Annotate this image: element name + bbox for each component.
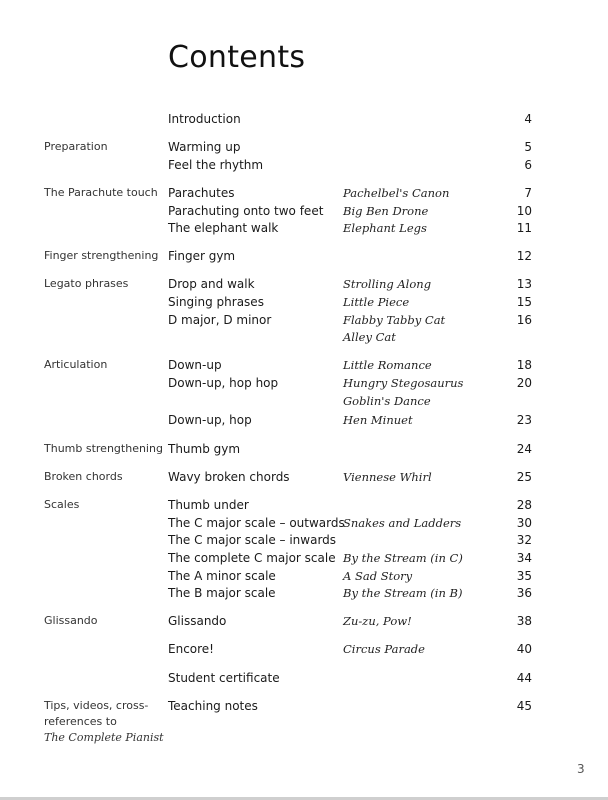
section-label-line: Tips, videos, cross- <box>44 699 149 712</box>
toc-page-number: 5 <box>524 140 532 154</box>
toc-piece-title: Strolling Along <box>343 277 432 291</box>
toc-piece-title: Elephant Legs <box>343 221 427 235</box>
toc-row <box>0 440 608 458</box>
toc-item-title: Glissando <box>168 614 227 628</box>
toc-page-number: 11 <box>516 221 532 235</box>
toc-item-title: Drop and walk <box>168 277 255 291</box>
toc-row <box>0 549 608 567</box>
toc-page-number: 36 <box>516 586 532 600</box>
toc-page-number: 45 <box>516 699 532 713</box>
toc-piece-title: Hungry Stegosaurus <box>343 376 464 390</box>
toc-row <box>0 669 608 687</box>
toc-item-title: The C major scale – inwards <box>168 533 337 547</box>
toc-page-number: 38 <box>516 614 532 628</box>
toc-item-title: D major, D minor <box>168 313 272 327</box>
toc-item-title: Finger gym <box>168 249 236 263</box>
toc-row <box>0 202 608 220</box>
toc-item-title: Introduction <box>168 112 241 126</box>
toc-item-title: The B major scale <box>168 586 276 600</box>
toc-page-number: 10 <box>516 204 532 218</box>
toc-item-title: Down-up, hop <box>168 413 252 427</box>
toc-page-number: 35 <box>516 569 532 583</box>
toc-page-number: 24 <box>516 442 532 456</box>
toc-item-title: The elephant walk <box>168 221 279 235</box>
toc-piece-title: Little Piece <box>343 295 410 309</box>
toc-item-title: The A minor scale <box>168 569 276 583</box>
toc-row <box>0 612 608 630</box>
toc-section-label: Finger strengthening <box>44 249 159 262</box>
section-label-line: references to <box>44 715 117 728</box>
page-title: Contents <box>168 40 306 75</box>
toc-page-number: 25 <box>516 470 532 484</box>
toc-item-title: Teaching notes <box>168 699 258 713</box>
toc-page-number: 7 <box>524 186 532 200</box>
toc-piece-title: A Sad Story <box>343 569 413 583</box>
toc-page-number: 40 <box>516 642 532 656</box>
toc-row <box>0 293 608 311</box>
toc-item-title: Down-up <box>168 358 222 372</box>
toc-page-number: 30 <box>516 516 532 530</box>
toc-row <box>0 640 608 658</box>
toc-item-title: The C major scale – outwards <box>168 516 345 530</box>
toc-row <box>0 156 608 174</box>
toc-page-number: 20 <box>516 376 532 390</box>
toc-row <box>0 496 608 514</box>
toc-section-label: Scales <box>44 498 80 511</box>
section-label-line: The Complete Pianist <box>44 731 164 744</box>
toc-piece-title: Pachelbel's Canon <box>343 186 450 200</box>
toc-page-number: 28 <box>516 498 532 512</box>
toc-row <box>0 311 608 329</box>
toc-page-number: 18 <box>516 358 532 372</box>
toc-item-title: Singing phrases <box>168 295 264 309</box>
toc-section-label: Legato phrases <box>44 277 129 290</box>
toc-page-number: 6 <box>524 158 532 172</box>
toc-row <box>0 514 608 532</box>
toc-section-label: Preparation <box>44 140 108 153</box>
toc-row <box>0 184 608 202</box>
toc-piece-title: Little Romance <box>343 358 432 372</box>
toc-item-title: Thumb under <box>168 498 249 512</box>
toc-item-title: Student certificate <box>168 671 280 685</box>
toc-row <box>0 356 608 374</box>
section-label-tips <box>44 698 164 746</box>
toc-page-number: 4 <box>524 112 532 126</box>
toc-page-number: 23 <box>516 413 532 427</box>
toc-row <box>0 275 608 293</box>
toc-piece-title: Circus Parade <box>343 642 425 656</box>
toc-row <box>0 411 608 429</box>
toc-piece-title: Snakes and Ladders <box>343 516 462 530</box>
toc-row <box>0 138 608 156</box>
toc-page-number: 13 <box>516 277 532 291</box>
toc-row <box>0 584 608 602</box>
toc-row <box>0 374 608 392</box>
toc-page-number: 16 <box>516 313 532 327</box>
page-number: 3 <box>577 762 585 776</box>
toc-item-title: Warming up <box>168 140 241 154</box>
toc-row <box>0 468 608 486</box>
toc-page-number: 34 <box>516 551 532 565</box>
toc-page-number: 32 <box>516 533 532 547</box>
toc-piece-title: Viennese Whirl <box>343 470 432 484</box>
toc-piece-title: Hen Minuet <box>343 413 413 427</box>
toc-row <box>0 531 608 549</box>
toc-piece-title: Big Ben Drone <box>343 204 429 218</box>
toc-item-title: Parachutes <box>168 186 235 200</box>
toc-item-title: Encore! <box>168 642 214 656</box>
toc-row <box>0 567 608 585</box>
toc-section-label: The Parachute touch <box>44 186 158 199</box>
toc-piece-title: By the Stream (in B) <box>343 586 463 600</box>
toc-section-label: Thumb strengthening <box>44 442 163 455</box>
toc-section-label: Articulation <box>44 358 108 371</box>
toc-piece-title: By the Stream (in C) <box>343 551 463 565</box>
toc-piece-title: Goblin's Dance <box>343 394 431 408</box>
toc-page-number: 44 <box>516 671 532 685</box>
toc-piece-title: Zu-zu, Pow! <box>343 614 412 628</box>
toc-item-title: Thumb gym <box>168 442 241 456</box>
toc-item-title: Wavy broken chords <box>168 470 290 484</box>
toc-row <box>0 328 608 346</box>
toc-row <box>0 392 608 410</box>
toc-item-title: Parachuting onto two feet <box>168 204 324 218</box>
toc-page-number: 12 <box>516 249 532 263</box>
toc-item-title: Down-up, hop hop <box>168 376 279 390</box>
toc-section-label: Broken chords <box>44 470 123 483</box>
toc-piece-title: Flabby Tabby Cat <box>343 313 446 327</box>
toc-item-title: Feel the rhythm <box>168 158 264 172</box>
toc-row <box>0 219 608 237</box>
toc-piece-title: Alley Cat <box>343 330 396 344</box>
toc-row <box>0 247 608 265</box>
toc-row <box>0 110 608 128</box>
toc-page-number: 15 <box>516 295 532 309</box>
toc-section-label: Glissando <box>44 614 98 627</box>
toc-item-title: The complete C major scale <box>168 551 336 565</box>
